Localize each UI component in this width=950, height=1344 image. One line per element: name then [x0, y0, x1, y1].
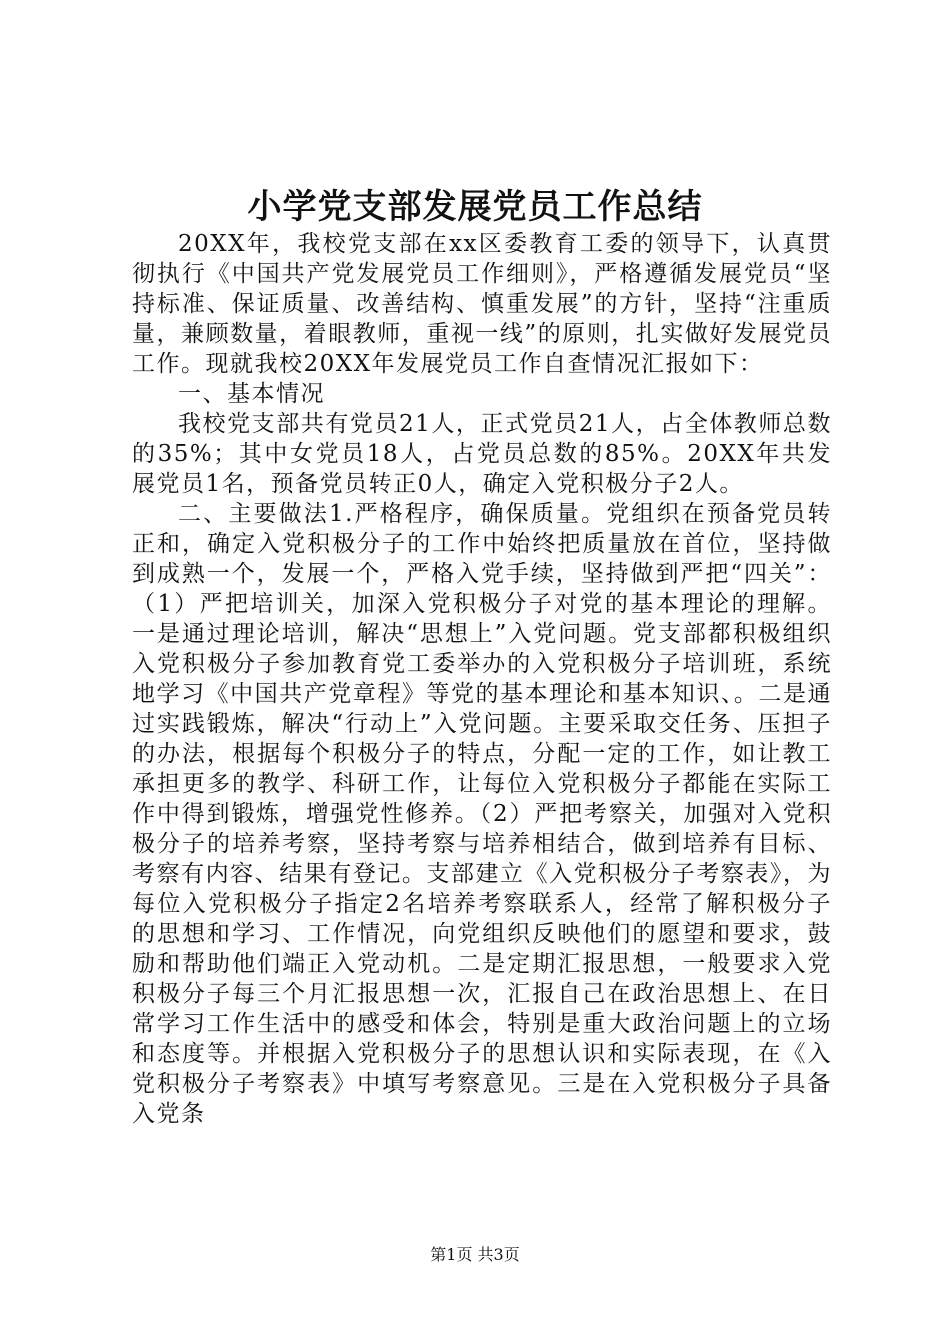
methods-paragraph: 二、主要做法1.严格程序，确保质量。党组织在预备党员转正和，确定入党积极分子的工作中始终把质量放在首位，坚持做到成熟一个，发展一个，严格入党手续，坚持做到严把“四关”：（1）严把培训关，加深入党积极分子对党的基本理论的理解。一是通过理论培训，解决“思想上”入党问题。党支部都积极组织入党积极分子参加教育党工委举办的入党积极分子培训班，系统地学习《中国共产党章程》等党的基本理论和基本知识、。二是通过实践锻炼，解决“行动上”入党问题。主要采取交任务、压担子的办法，根据每个积极分子的特点，分配一定的工作，如让教工承担更多的教学、科研工作，让每位入党积极分子都能在实际工作中得到锻炼，增强党性修养。（2）严把考察关，加强对入党积极分子的培养考察，坚持考察与培养相结合，做到培养有目标、考察有内容、结果有登记。支部建立《入党积极分子考察表》，为每位入党积极分子指定2名培养考察联系人，经常了解积极分子的思想和学习、工作情况，向党组织反映他们的愿望和要求，鼓励和帮助他们端正入党动机。二是定期汇报思想，一般要求入党积极分子每三个月汇报思想一次，汇报自己在政治思想上、在日常学习工作生活中的感受和体会，特别是重大政治问题上的立场和态度等。并根据入党积极分子的思想认识和实际表现，在《入党积极分子考察表》中填写考察意见。三是在入党积极分子具备入党条 [132, 501, 832, 1127]
intro-paragraph: 20XX年，我校党支部在xx区委教育工委的领导下，认真贯彻执行《中国共产党发展党员工作细则》，严格遵循发展党员“坚持标准、保证质量、改善结构、慎重发展”的方针，坚持“注重质量，兼顾数量，着眼教师，重视一线”的原则，扎实做好发展党员工作。现就我校20XX年发展党员工作自查情况汇报如下： [132, 231, 832, 377]
section-heading-basic: 一、基本情况 [178, 381, 325, 407]
document-title: 小学党支部发展党员工作总结 [247, 187, 703, 227]
page-footer: 第1页 共3页 [430, 1245, 520, 1264]
basic-info-paragraph: 我校党支部共有党员21人，正式党员21人，占全体教师总数的35%；其中女党员18人，占党员总数的85%。20XX年共发展党员1名，预备党员转正0人，确定入党积极分子2人。 [132, 411, 832, 497]
document-body [132, 229, 832, 1129]
